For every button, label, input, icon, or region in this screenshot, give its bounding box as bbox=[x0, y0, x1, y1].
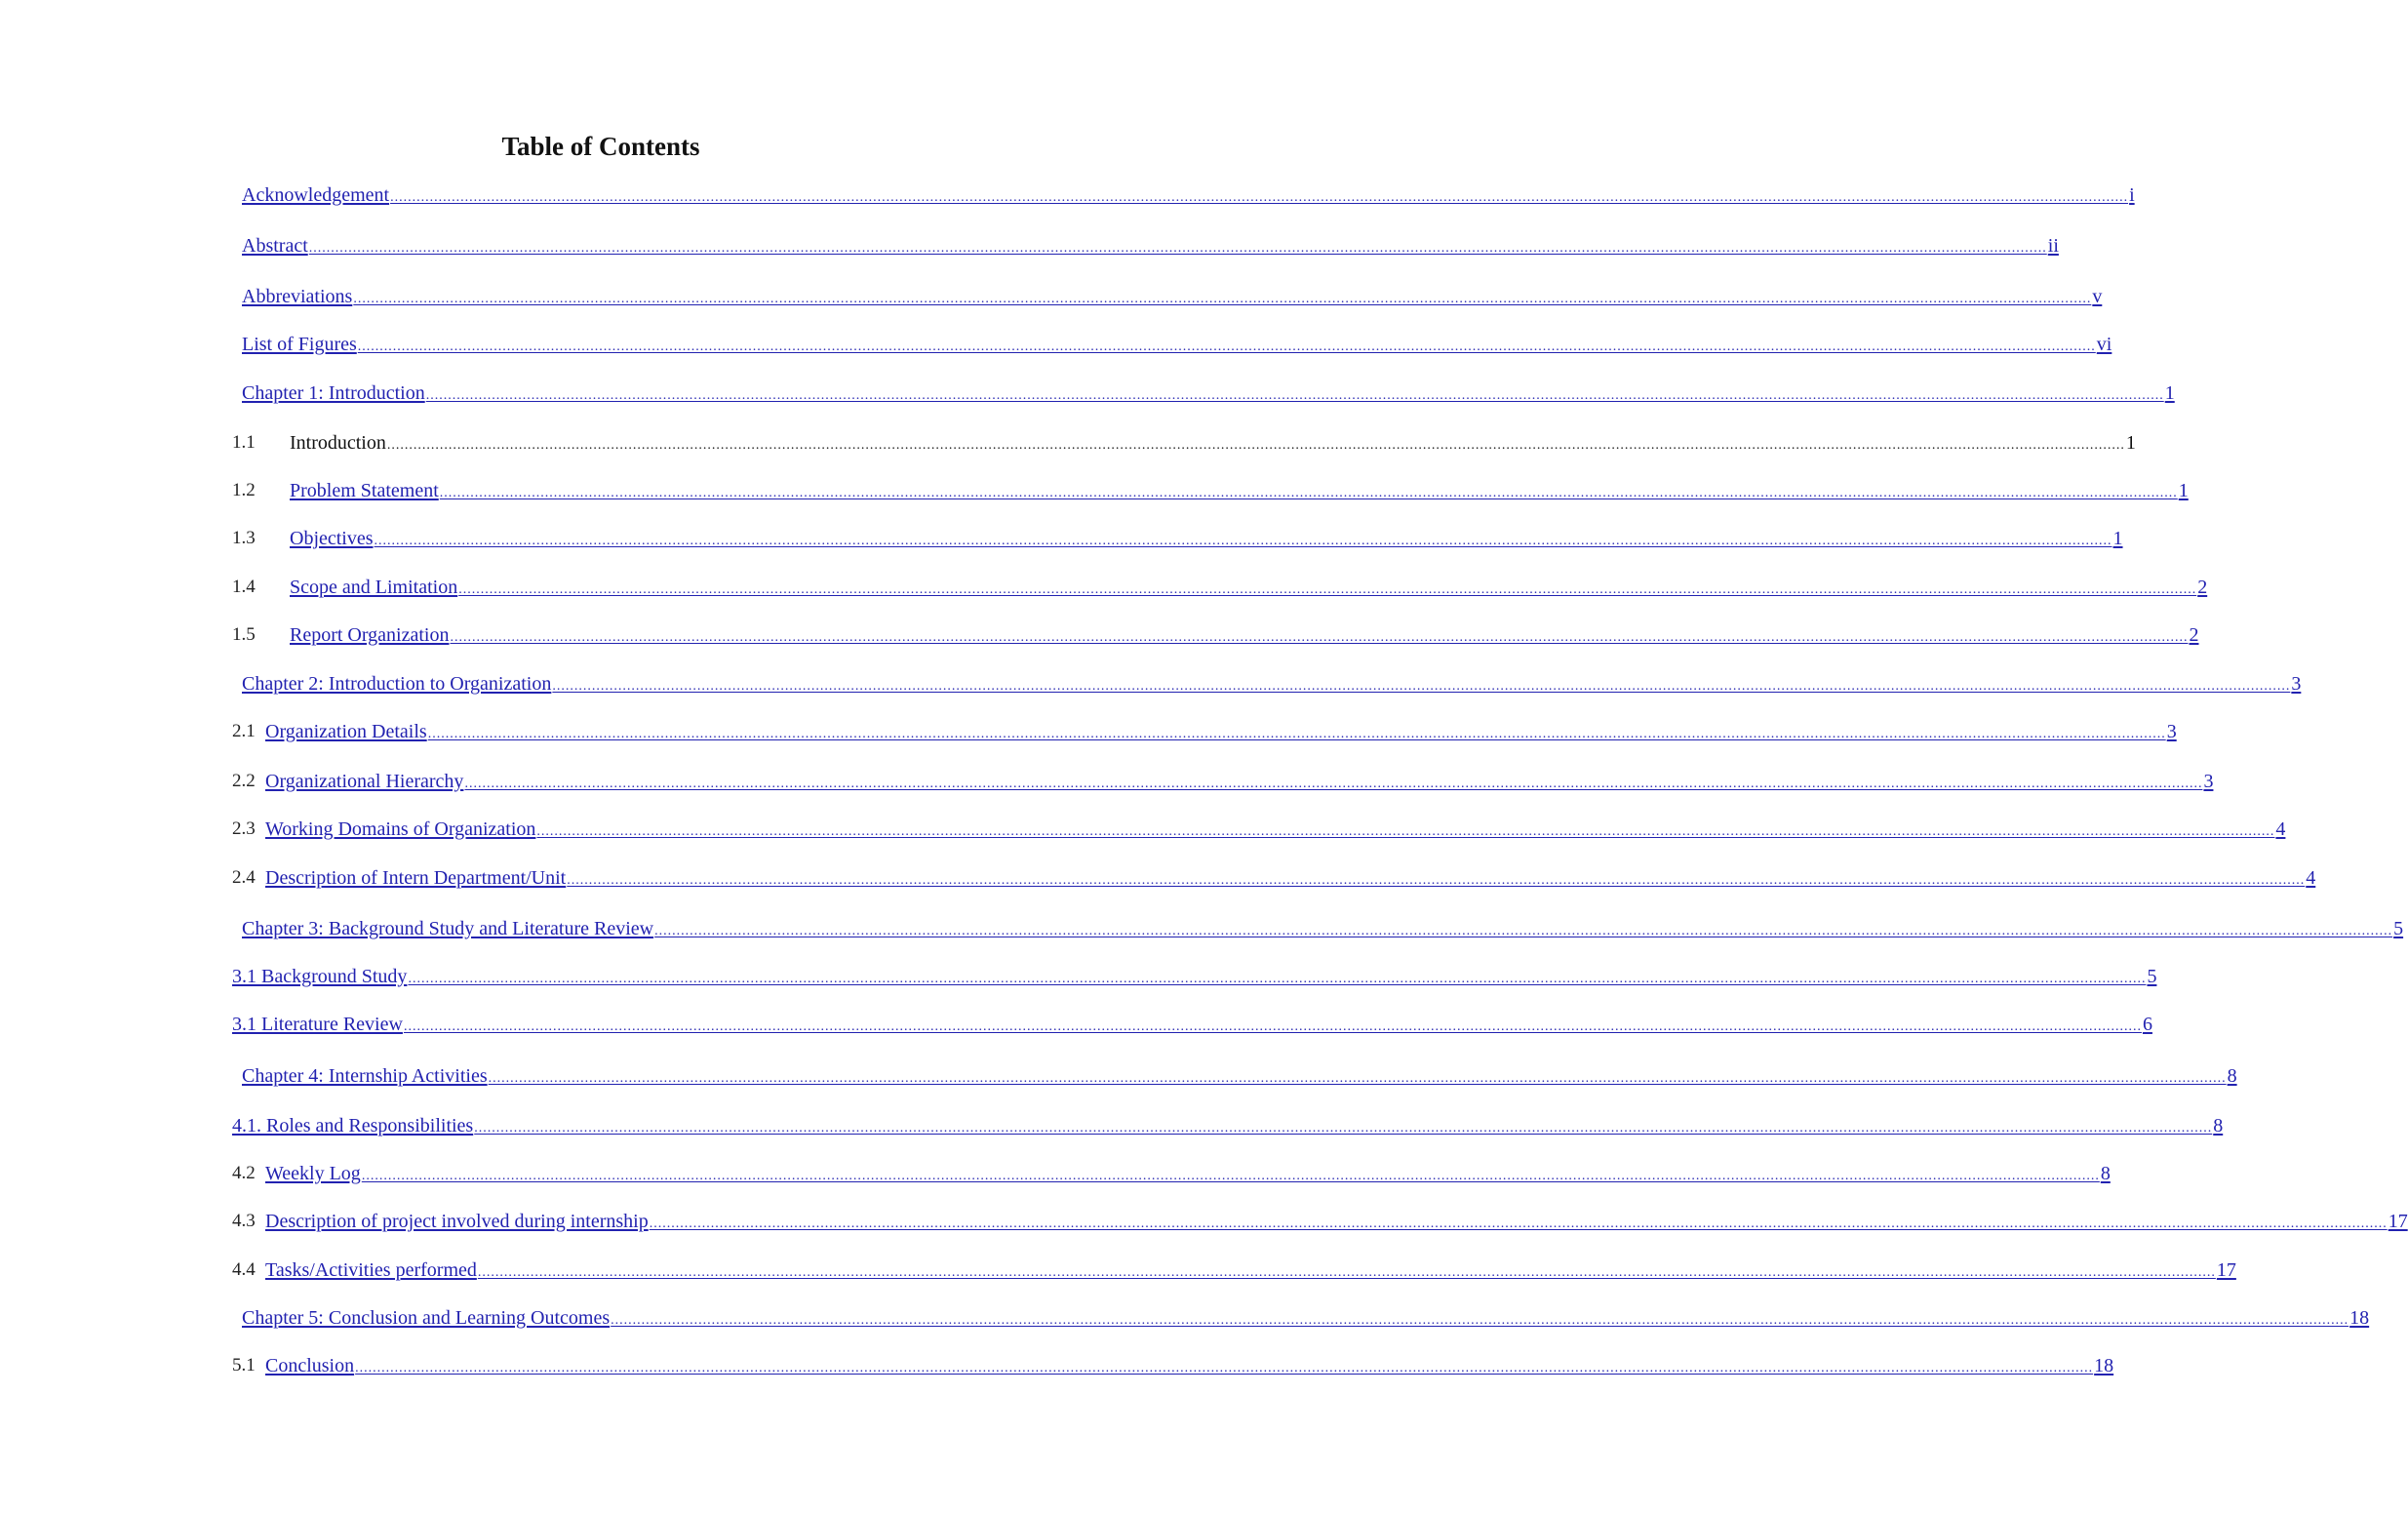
toc-section-number: 4.2 bbox=[232, 1163, 256, 1183]
toc-entry bbox=[0, 1160, 2111, 1187]
toc-leader: ............................................................................................................................................................................................................................................................................................................................................................................................................ bbox=[552, 679, 2291, 694]
toc-entry bbox=[0, 232, 2059, 259]
toc-page-number: 8 bbox=[2227, 1065, 2237, 1087]
toc-page-number: 5 bbox=[2393, 918, 2404, 939]
toc-entry-label: Organizational Hierarchy bbox=[265, 771, 464, 792]
toc-link-chapter-1[interactable] bbox=[242, 379, 2175, 410]
toc-link-conclusion[interactable] bbox=[265, 1352, 2114, 1382]
toc-page-number: 1 bbox=[2164, 382, 2175, 404]
toc-link-organization-details[interactable] bbox=[265, 718, 2177, 748]
toc-entry-label: 3.1 Background Study bbox=[232, 966, 408, 987]
toc-entry bbox=[0, 1112, 2224, 1139]
toc-entry bbox=[0, 864, 2316, 892]
toc-page-number: vi bbox=[2096, 334, 2112, 355]
toc-section-number: 2.4 bbox=[232, 867, 256, 888]
toc-section-number: 2.1 bbox=[232, 721, 256, 741]
toc-entry-label: Abbreviations bbox=[242, 286, 353, 307]
toc-page-number: 18 bbox=[2094, 1355, 2114, 1376]
toc-leader: ............................................................................................................................................................................................................................................................................................................................................................................................................ bbox=[450, 630, 2189, 645]
toc-link-intern-department[interactable] bbox=[265, 864, 2316, 895]
toc-leader: ............................................................................................................................................................................................................................................................................................................................................................................................................ bbox=[464, 777, 2203, 791]
toc-leader: ............................................................................................................................................................................................................................................................................................................................................................................................................ bbox=[390, 190, 2129, 205]
toc-link-project-description[interactable] bbox=[265, 1208, 2408, 1238]
toc-link-abbreviations[interactable] bbox=[242, 283, 2103, 313]
toc-page-number: ii bbox=[2047, 235, 2059, 257]
toc-page-number: 2 bbox=[2189, 624, 2199, 646]
toc-entry bbox=[0, 477, 2189, 504]
toc-leader: ............................................................................................................................................................................................................................................................................................................................................................................................................ bbox=[654, 924, 2393, 938]
toc-link-literature-review[interactable] bbox=[232, 1011, 2152, 1041]
toc-leader: ............................................................................................................................................................................................................................................................................................................................................................................................................ bbox=[374, 534, 2112, 548]
toc-entry bbox=[0, 816, 2286, 843]
toc-link-weekly-log[interactable] bbox=[265, 1160, 2111, 1190]
toc-page-number: 8 bbox=[2100, 1163, 2111, 1184]
toc-leader: ............................................................................................................................................................................................................................................................................................................................................................................................................ bbox=[408, 972, 2147, 986]
toc-page-number: 6 bbox=[2142, 1014, 2152, 1035]
toc-entry-label: List of Figures bbox=[242, 334, 357, 355]
toc-entry-label: Tasks/Activities performed bbox=[265, 1259, 477, 1281]
toc-page-number: 4 bbox=[2306, 867, 2316, 889]
toc-entry-label: Conclusion bbox=[265, 1355, 355, 1376]
toc-page-number: 3 bbox=[2203, 771, 2214, 792]
toc-leader: ............................................................................................................................................................................................................................................................................................................................................................................................................ bbox=[353, 292, 2092, 306]
toc-entry bbox=[0, 574, 2208, 601]
toc-link-chapter-3[interactable] bbox=[242, 915, 2404, 945]
toc-section-number: 1.1 bbox=[232, 432, 256, 453]
toc-entry bbox=[0, 1062, 2237, 1090]
toc-page-number: i bbox=[2129, 184, 2135, 206]
toc-leader: ............................................................................................................................................................................................................................................................................................................................................................................................................ bbox=[649, 1216, 2388, 1231]
toc-page-number: 1 bbox=[2178, 480, 2189, 501]
toc-entry-label: Description of Intern Department/Unit bbox=[265, 867, 567, 889]
toc-page-number: 1 bbox=[2125, 432, 2136, 454]
toc-leader: ............................................................................................................................................................................................................................................................................................................................................................................................................ bbox=[611, 1313, 2349, 1328]
toc-entry-label: Chapter 3: Background Study and Literature Review bbox=[242, 918, 654, 939]
toc-leader: ............................................................................................................................................................................................................................................................................................................................................................................................................ bbox=[536, 824, 2275, 839]
toc-link-chapter-2[interactable] bbox=[242, 670, 2302, 700]
toc-page-number: 18 bbox=[2349, 1307, 2370, 1329]
toc-link-organizational-hierarchy[interactable] bbox=[265, 768, 2214, 798]
toc-link-scope-and-limitation[interactable] bbox=[290, 574, 2208, 604]
toc-entry bbox=[0, 768, 2214, 795]
toc-link-background-study[interactable] bbox=[232, 963, 2157, 993]
toc-entry bbox=[0, 621, 2199, 649]
toc-entry bbox=[0, 331, 2112, 358]
toc-section-number: 1.4 bbox=[232, 577, 256, 597]
toc-entry bbox=[0, 718, 2177, 745]
toc-entry-label: 4.1. Roles and Responsibilities bbox=[232, 1115, 474, 1136]
toc-entry bbox=[0, 963, 2157, 990]
toc-page-number: 4 bbox=[2275, 818, 2286, 840]
toc-entry-label: Chapter 5: Conclusion and Learning Outcomes bbox=[242, 1307, 611, 1329]
toc-leader: ............................................................................................................................................................................................................................................................................................................................................................................................................ bbox=[308, 241, 2047, 256]
toc-entry bbox=[0, 915, 2404, 942]
toc-section-number: 4.3 bbox=[232, 1211, 256, 1231]
toc-entry-label: Report Organization bbox=[290, 624, 450, 646]
toc-entry bbox=[0, 1352, 2114, 1379]
toc-page-number: 17 bbox=[2388, 1211, 2408, 1232]
toc-leader: ............................................................................................................................................................................................................................................................................................................................................................................................................ bbox=[386, 438, 2125, 453]
toc-section-number: 2.3 bbox=[232, 818, 256, 839]
toc-leader: ............................................................................................................................................................................................................................................................................................................................................................................................................ bbox=[477, 1265, 2216, 1280]
toc-leader: ............................................................................................................................................................................................................................................................................................................................................................................................................ bbox=[567, 873, 2306, 888]
toc-leader: ............................................................................................................................................................................................................................................................................................................................................................................................................ bbox=[458, 582, 2197, 597]
toc-link-working-domains[interactable] bbox=[265, 816, 2286, 846]
toc-page-number: 2 bbox=[2197, 577, 2208, 598]
toc-entry bbox=[0, 181, 2135, 209]
toc-leader: ............................................................................................................................................................................................................................................................................................................................................................................................................ bbox=[403, 1019, 2142, 1034]
toc-entry-label: Description of project involved during internship bbox=[265, 1211, 649, 1232]
toc-page-number: v bbox=[2092, 286, 2103, 307]
toc-entry bbox=[0, 670, 2302, 698]
toc-entry-label: Chapter 2: Introduction to Organization bbox=[242, 673, 552, 695]
toc-section-number: 1.3 bbox=[232, 528, 256, 548]
toc-entry bbox=[0, 1304, 2370, 1332]
toc-link-chapter-5[interactable] bbox=[242, 1304, 2370, 1335]
toc-leader: ............................................................................................................................................................................................................................................................................................................................................................................................................ bbox=[474, 1121, 2213, 1136]
toc-link-1-1-introduction bbox=[290, 429, 2136, 459]
toc-entry-label: Problem Statement bbox=[290, 480, 439, 501]
toc-section-number: 5.1 bbox=[232, 1355, 256, 1375]
toc-entry bbox=[0, 525, 2123, 552]
toc-entry-label: Chapter 4: Internship Activities bbox=[242, 1065, 488, 1087]
toc-entry bbox=[0, 1208, 2408, 1235]
toc-entry-label: Abstract bbox=[242, 235, 308, 257]
toc-page-number: 1 bbox=[2112, 528, 2123, 549]
toc-link-chapter-4[interactable] bbox=[242, 1062, 2237, 1093]
toc-entry-label: Working Domains of Organization bbox=[265, 818, 536, 840]
toc-link-roles-and-responsibilities[interactable] bbox=[232, 1112, 2224, 1142]
toc-entry bbox=[0, 429, 2136, 457]
toc-section-number: 2.2 bbox=[232, 771, 256, 791]
toc-page-number: 17 bbox=[2216, 1259, 2236, 1281]
page-title: Table of Contents bbox=[501, 132, 700, 161]
toc-leader: ............................................................................................................................................................................................................................................................................................................................................................................................................ bbox=[425, 388, 2164, 403]
toc-link-tasks-activities[interactable] bbox=[265, 1256, 2236, 1287]
toc-leader: ............................................................................................................................................................................................................................................................................................................................................................................................................ bbox=[355, 1361, 2094, 1375]
toc-entry-label: Objectives bbox=[290, 528, 374, 549]
toc-link-objectives[interactable] bbox=[290, 525, 2123, 555]
toc-page-number: 5 bbox=[2147, 966, 2157, 987]
toc-entry-label: Acknowledgement bbox=[242, 184, 390, 206]
toc-leader: ............................................................................................................................................................................................................................................................................................................................................................................................................ bbox=[427, 727, 2166, 741]
toc-entry bbox=[0, 1256, 2236, 1284]
toc-link-list-of-figures[interactable] bbox=[242, 331, 2112, 361]
toc-leader: ............................................................................................................................................................................................................................................................................................................................................................................................................ bbox=[488, 1071, 2227, 1086]
toc-page-number: 3 bbox=[2291, 673, 2302, 695]
toc-link-problem-statement[interactable] bbox=[290, 477, 2189, 507]
toc-link-report-organization[interactable] bbox=[290, 621, 2199, 652]
toc-entry bbox=[0, 283, 2103, 310]
toc-page-number: 8 bbox=[2213, 1115, 2224, 1136]
toc-entry bbox=[0, 1011, 2152, 1038]
toc-section-number: 1.2 bbox=[232, 480, 256, 500]
toc-entry-label: Introduction bbox=[290, 432, 386, 454]
toc-entry bbox=[0, 379, 2175, 407]
toc-entry-label: Weekly Log bbox=[265, 1163, 361, 1184]
toc-leader: ............................................................................................................................................................................................................................................................................................................................................................................................................ bbox=[439, 486, 2178, 500]
toc-entry-label: Organization Details bbox=[265, 721, 427, 742]
toc-entry-label: 3.1 Literature Review bbox=[232, 1014, 403, 1035]
toc-link-abstract[interactable] bbox=[242, 232, 2059, 262]
toc-section-number: 4.4 bbox=[232, 1259, 256, 1280]
toc-entry-label: Scope and Limitation bbox=[290, 577, 458, 598]
toc-leader: ............................................................................................................................................................................................................................................................................................................................................................................................................ bbox=[361, 1169, 2100, 1183]
toc-leader: ............................................................................................................................................................................................................................................................................................................................................................................................................ bbox=[357, 339, 2096, 354]
toc-link-acknowledgement[interactable] bbox=[242, 181, 2135, 212]
toc-entry-label: Chapter 1: Introduction bbox=[242, 382, 425, 404]
toc-section-number: 1.5 bbox=[232, 624, 256, 645]
toc-page-number: 3 bbox=[2166, 721, 2177, 742]
